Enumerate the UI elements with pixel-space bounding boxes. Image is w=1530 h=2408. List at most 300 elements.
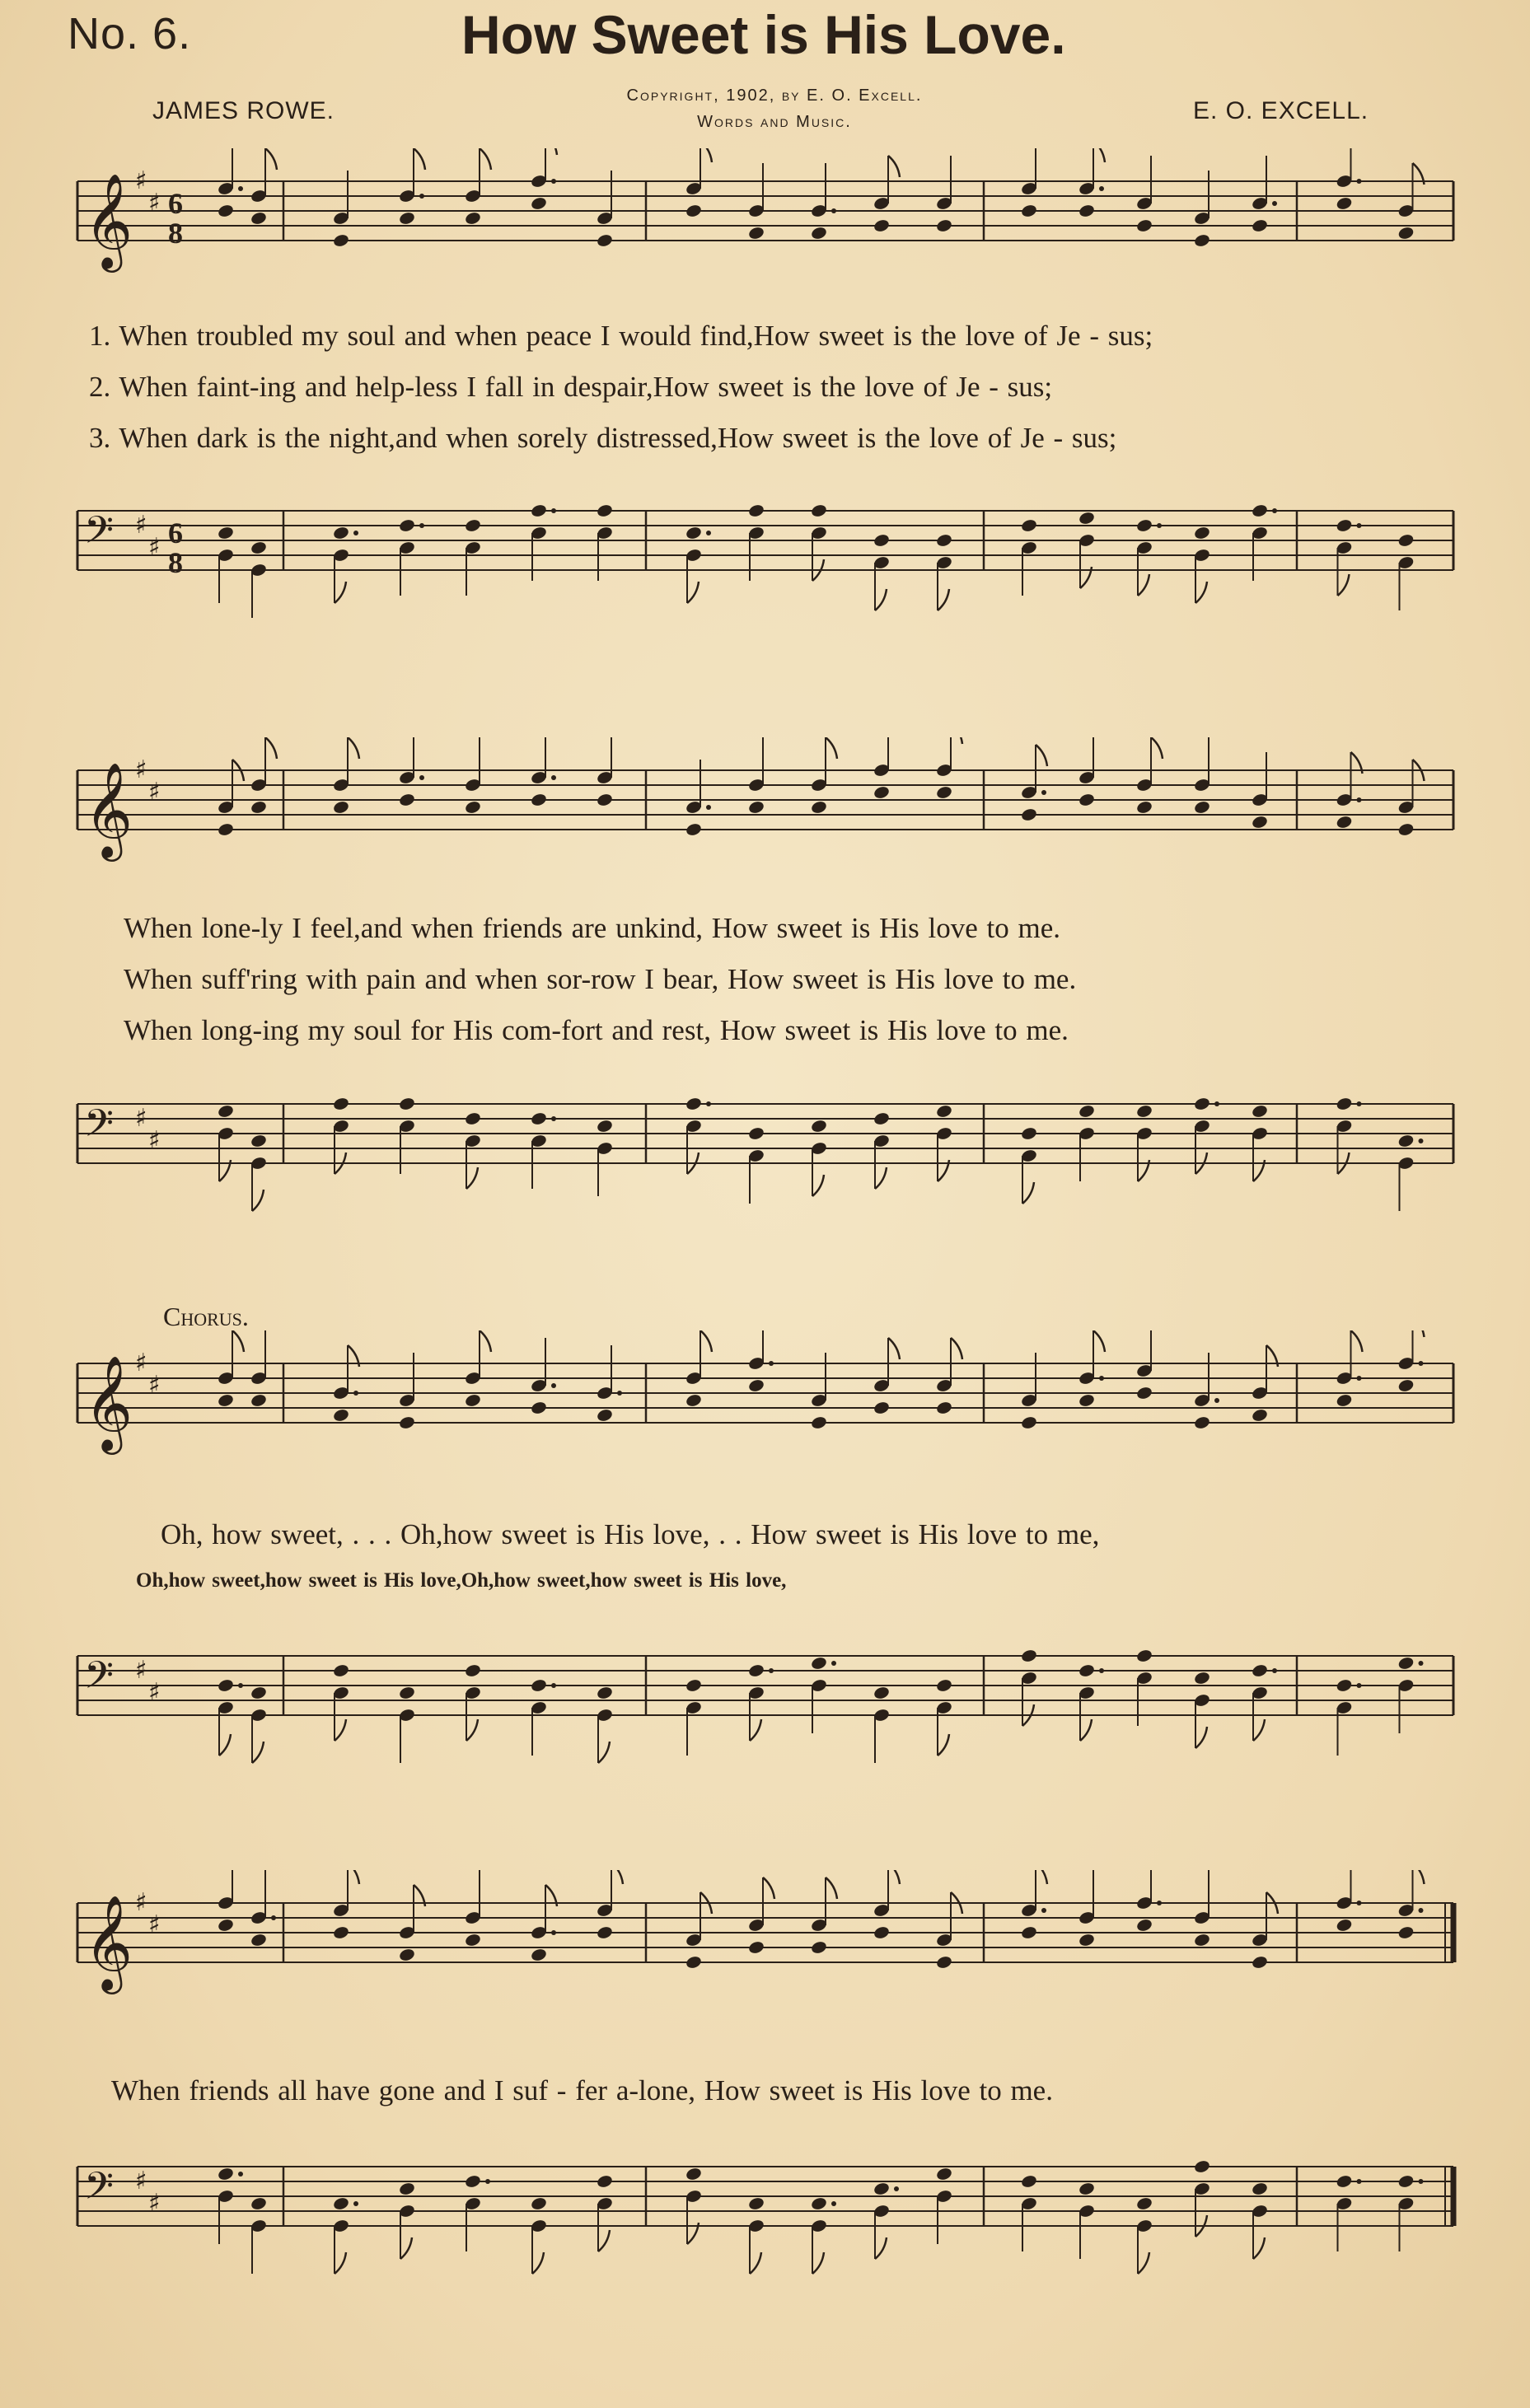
note-head — [1397, 1656, 1415, 1671]
note-flag — [826, 1877, 837, 1899]
bass-staff — [69, 2134, 1462, 2315]
note-head — [685, 1096, 702, 1111]
note-flag — [265, 737, 277, 759]
music-system-4 — [69, 1870, 1462, 2035]
note-flag — [1195, 582, 1207, 603]
note-head — [873, 785, 890, 800]
sharp-icon: ♯ — [148, 1126, 161, 1155]
note-head — [1020, 203, 1037, 218]
note-head — [1251, 218, 1268, 233]
note-head — [1078, 2181, 1095, 2196]
note-head — [596, 1925, 613, 1940]
note-head — [217, 203, 234, 218]
note-head — [747, 1378, 765, 1393]
chorus-line-1: Oh, how sweet, . . . Oh,how sweet is His love, . . How sweet is His love to me, — [161, 1518, 1100, 1550]
note-head — [1193, 1933, 1210, 1947]
note-flag — [1093, 1330, 1105, 1352]
note-dot — [1419, 1361, 1424, 1366]
note-head — [217, 1393, 234, 1408]
treble-staff — [69, 148, 1462, 313]
note-flag — [219, 1734, 231, 1756]
note-head — [935, 2167, 952, 2181]
note-dot — [1419, 1139, 1424, 1143]
bass-clef-icon: 𝄢 — [84, 1653, 115, 1707]
note-flag — [335, 1719, 346, 1741]
note-head — [1135, 2196, 1153, 2211]
note-head — [1251, 1408, 1268, 1423]
treble-clef-icon: 𝄞 — [84, 1894, 133, 1990]
note-head — [250, 1686, 267, 1700]
verse-2-line-2: When suff'ring with pain and when sor-row I bear, How sweet is His love to me. — [124, 963, 1077, 995]
note-flag — [532, 2252, 544, 2274]
note-head — [596, 793, 613, 807]
sharp-icon: ♯ — [148, 778, 161, 807]
note-head — [332, 1663, 349, 1678]
time-signature-bottom: 8 — [168, 216, 183, 250]
note-head — [810, 1119, 827, 1134]
note-head — [810, 800, 827, 815]
chorus-label: Chorus. — [163, 1302, 249, 1331]
note-head — [873, 1925, 890, 1940]
note-dot — [353, 531, 358, 535]
note-head — [1020, 807, 1037, 822]
note-head — [747, 1940, 765, 1955]
note-flag — [888, 1338, 900, 1359]
note-head — [1078, 1104, 1095, 1119]
note-head — [1020, 518, 1037, 533]
music-system-3 — [69, 1330, 1462, 1495]
note-dot — [1357, 179, 1362, 184]
note-head — [685, 2167, 702, 2181]
note-head — [1397, 1378, 1415, 1393]
note-dot — [1041, 790, 1046, 795]
note-head — [1336, 1393, 1353, 1408]
note-flag — [611, 1870, 623, 1884]
sharp-icon: ♯ — [135, 1656, 147, 1685]
note-head — [1336, 518, 1353, 533]
note-flag — [938, 589, 949, 610]
note-dot — [1157, 523, 1162, 528]
verse-1-line-1: 1. When troubled my soul and when peace I would find,How sweet is the love of Je - sus; — [89, 320, 1153, 352]
note-head — [398, 2181, 415, 2196]
note-head — [464, 518, 481, 533]
note-dot — [1214, 1398, 1219, 1403]
note-dot — [238, 1683, 243, 1688]
note-head — [530, 1678, 547, 1693]
note-flag — [466, 1167, 478, 1189]
note-head — [464, 800, 481, 815]
note-flag — [1138, 574, 1149, 596]
note-head — [873, 1111, 890, 1126]
note-dot — [831, 1661, 836, 1666]
bass-clef-icon: 𝄢 — [84, 2164, 115, 2218]
note-head — [217, 1678, 234, 1693]
note-flag — [414, 148, 425, 170]
note-dot — [831, 2201, 836, 2206]
note-head — [1336, 2174, 1353, 2189]
note-head — [873, 1400, 890, 1415]
note-flag — [265, 148, 277, 170]
sharp-icon: ♯ — [148, 1371, 161, 1400]
note-head — [1336, 196, 1353, 211]
sharp-icon: ♯ — [148, 533, 161, 562]
note-head — [596, 2174, 613, 2189]
bass-clef-icon: 𝄢 — [84, 508, 115, 562]
note-head — [217, 2167, 234, 2181]
note-head — [398, 518, 415, 533]
sharp-icon: ♯ — [148, 189, 161, 217]
note-dot — [1419, 2179, 1424, 2184]
note-head — [685, 203, 702, 218]
copyright-notice — [581, 82, 968, 135]
note-dot — [769, 1361, 774, 1366]
note-flag — [1022, 1182, 1034, 1204]
music-system-1-bass — [69, 478, 1462, 659]
note-head — [747, 2196, 765, 2211]
note-head — [332, 800, 349, 815]
note-head — [935, 1678, 952, 1693]
note-dot — [1357, 1683, 1362, 1688]
note-head — [1078, 1663, 1095, 1678]
note-head — [464, 1111, 481, 1126]
note-head — [530, 1400, 547, 1415]
note-head — [873, 533, 890, 548]
note-head — [217, 1104, 234, 1119]
note-head — [873, 218, 890, 233]
note-head — [1251, 503, 1268, 518]
note-head — [935, 218, 952, 233]
note-dot — [419, 194, 424, 199]
bass-clef-icon: 𝄢 — [84, 1101, 115, 1155]
note-head — [1135, 1386, 1153, 1400]
note-dot — [353, 2201, 358, 2206]
note-head — [935, 533, 952, 548]
sharp-icon: ♯ — [135, 1104, 147, 1133]
note-head — [530, 196, 547, 211]
note-flag — [1036, 745, 1047, 766]
note-flag — [875, 1167, 887, 1189]
note-flag — [1413, 1870, 1425, 1884]
note-head — [747, 1126, 765, 1141]
note-head — [1078, 793, 1095, 807]
lyricist-credit: JAMES ROWE. — [152, 97, 335, 124]
note-head — [250, 2196, 267, 2211]
note-dot — [551, 1930, 556, 1935]
note-head — [1020, 1415, 1037, 1430]
note-head — [810, 1940, 827, 1955]
bass-staff — [69, 478, 1462, 659]
note-flag — [700, 1330, 712, 1352]
note-dot — [1419, 1908, 1424, 1913]
note-head — [810, 1415, 827, 1430]
note-head — [464, 1393, 481, 1408]
bass-staff — [69, 1071, 1462, 1252]
note-head — [250, 1134, 267, 1148]
note-head — [747, 226, 765, 241]
note-head — [596, 1686, 613, 1700]
note-head — [1078, 1393, 1095, 1408]
note-flag — [545, 148, 557, 155]
note-flag — [400, 2237, 412, 2259]
note-dot — [485, 2179, 490, 2184]
note-head — [332, 233, 349, 248]
note-dot — [1272, 1668, 1277, 1673]
note-head — [464, 1663, 481, 1678]
note-head — [935, 1400, 952, 1415]
note-flag — [951, 737, 962, 744]
note-flag — [812, 1175, 824, 1196]
note-flag — [687, 582, 699, 603]
note-dot — [1041, 1908, 1046, 1913]
note-head — [398, 211, 415, 226]
sharp-icon: ♯ — [135, 755, 147, 784]
treble-staff — [69, 1330, 1462, 1495]
chorus-echo-line: Oh,how sweet,how sweet is His love,Oh,how sweet,how sweet is His love, — [136, 1569, 787, 1592]
note-head — [332, 1925, 349, 1940]
note-head — [1193, 1671, 1210, 1686]
credits-note: Words and Music. — [697, 113, 852, 131]
note-head — [1020, 1648, 1037, 1663]
note-flag — [480, 148, 491, 170]
note-head — [935, 1955, 952, 1970]
treble-clef-icon: 𝄞 — [84, 761, 133, 858]
note-head — [596, 1119, 613, 1134]
note-head — [810, 226, 827, 241]
note-head — [1336, 1096, 1353, 1111]
note-head — [332, 2196, 349, 2211]
note-flag — [1195, 1727, 1207, 1748]
sharp-icon: ♯ — [135, 2167, 147, 2195]
verse-3-line-1: 3. When dark is the night,and when sorely distressed,How sweet is the love of Je - sus; — [89, 422, 1117, 454]
note-head — [1251, 2181, 1268, 2196]
note-dot — [617, 1391, 622, 1396]
note-head — [1135, 800, 1153, 815]
note-flag — [1093, 148, 1105, 162]
note-flag — [938, 1734, 949, 1756]
note-head — [1078, 511, 1095, 526]
note-dot — [831, 208, 836, 213]
note-flag — [888, 156, 900, 177]
note-head — [217, 822, 234, 837]
note-dot — [1214, 1101, 1219, 1106]
note-head — [1135, 1918, 1153, 1933]
note-flag — [598, 1742, 610, 1763]
note-head — [530, 1111, 547, 1126]
note-dot — [551, 179, 556, 184]
music-system-4-bass — [69, 2134, 1462, 2315]
note-head — [217, 1918, 234, 1933]
note-head — [1397, 2174, 1415, 2189]
note-head — [810, 503, 827, 518]
note-dot — [551, 1383, 556, 1388]
music-system-2 — [69, 737, 1462, 902]
note-head — [1135, 1104, 1153, 1119]
note-dot — [706, 805, 711, 810]
verse-1-line-2: When lone-ly I feel,and when friends are unkind, How sweet is His love to me. — [124, 912, 1060, 944]
note-head — [685, 1393, 702, 1408]
note-head — [530, 793, 547, 807]
note-head — [250, 1393, 267, 1408]
note-head — [398, 1686, 415, 1700]
note-dot — [238, 186, 243, 191]
note-head — [530, 503, 547, 518]
note-flag — [951, 1338, 962, 1359]
note-flag — [1036, 1870, 1047, 1884]
note-head — [250, 540, 267, 555]
note-head — [1020, 2174, 1037, 2189]
note-head — [1193, 1096, 1210, 1111]
note-head — [1251, 1663, 1268, 1678]
note-dot — [706, 1101, 711, 1106]
note-head — [685, 526, 702, 540]
note-dot — [1419, 1661, 1424, 1666]
note-head — [685, 1678, 702, 1693]
note-head — [935, 1104, 952, 1119]
note-dot — [551, 508, 556, 513]
note-head — [1193, 233, 1210, 248]
note-flag — [1253, 1719, 1265, 1741]
note-dot — [551, 1116, 556, 1121]
time-signature-top: 6 — [168, 516, 183, 549]
note-head — [1397, 1134, 1415, 1148]
note-head — [596, 503, 613, 518]
note-head — [530, 2196, 547, 2211]
note-dot — [1357, 523, 1362, 528]
sharp-icon: ♯ — [135, 1888, 147, 1917]
note-head — [1135, 218, 1153, 233]
note-dot — [1357, 797, 1362, 802]
note-head — [332, 1096, 349, 1111]
note-flag — [1151, 737, 1163, 759]
sharp-icon: ♯ — [135, 1349, 147, 1377]
note-head — [1336, 1918, 1353, 1933]
note-dot — [1272, 508, 1277, 513]
note-head — [596, 233, 613, 248]
note-flag — [252, 1190, 264, 1211]
note-flag — [348, 737, 359, 759]
note-head — [685, 1955, 702, 1970]
note-flag — [700, 148, 712, 162]
note-head — [596, 1408, 613, 1423]
note-dot — [419, 523, 424, 528]
note-flag — [335, 582, 346, 603]
sharp-icon: ♯ — [148, 1910, 161, 1939]
note-dot — [551, 775, 556, 780]
note-dot — [1157, 1901, 1162, 1905]
note-flag — [1338, 574, 1350, 596]
note-head — [1020, 1925, 1037, 1940]
music-system-3-bass — [69, 1623, 1462, 1804]
note-head — [685, 822, 702, 837]
note-head — [747, 800, 765, 815]
verse-3-line-2: When long-ing my soul for His com-fort and rest, How sweet is His love to me. — [124, 1014, 1069, 1046]
treble-staff — [69, 737, 1462, 902]
sharp-icon: ♯ — [135, 166, 147, 195]
note-flag — [348, 1870, 359, 1884]
note-head — [747, 1663, 765, 1678]
note-dot — [894, 2186, 899, 2191]
note-flag — [763, 1877, 774, 1899]
note-head — [1078, 1933, 1095, 1947]
hymn-number: No. 6. — [68, 9, 192, 58]
note-dot — [1099, 1376, 1104, 1381]
note-flag — [1138, 2252, 1149, 2274]
composer-credit: E. O. EXCELL. — [1193, 97, 1369, 124]
note-flag — [232, 1330, 244, 1352]
note-dot — [706, 531, 711, 535]
note-head — [1193, 526, 1210, 540]
note-flag — [480, 1330, 491, 1352]
note-head — [332, 526, 349, 540]
copyright-line: Copyright, 1902, by E. O. Excell. — [626, 87, 923, 105]
note-flag — [875, 2237, 887, 2259]
note-head — [464, 2174, 481, 2189]
note-head — [1336, 815, 1353, 830]
note-dot — [1099, 1668, 1104, 1673]
note-flag — [875, 589, 887, 610]
note-flag — [598, 2230, 610, 2251]
note-head — [935, 785, 952, 800]
note-head — [1397, 226, 1415, 241]
note-flag — [812, 2252, 824, 2274]
note-flag — [750, 2252, 761, 2274]
note-head — [1397, 1925, 1415, 1940]
hymn-title: How Sweet is His Love. — [461, 4, 1066, 65]
verse-2-line-1: 2. When faint-ing and help-less I fall in despair,How sweet is the love of Je - sus; — [89, 371, 1053, 403]
note-head — [1078, 203, 1095, 218]
chorus-line-2: When friends all have gone and I suf - fer a-lone, How sweet is His love to me. — [111, 2074, 1053, 2106]
note-head — [464, 1933, 481, 1947]
note-head — [810, 1656, 827, 1671]
note-head — [250, 211, 267, 226]
note-head — [1135, 1648, 1153, 1663]
note-dot — [419, 775, 424, 780]
sharp-icon: ♯ — [148, 1678, 161, 1707]
note-head — [1251, 1104, 1268, 1119]
note-head — [250, 1933, 267, 1947]
time-signature-top: 6 — [168, 186, 183, 220]
note-dot — [271, 1915, 276, 1920]
note-flag — [826, 737, 837, 759]
note-head — [747, 503, 765, 518]
note-head — [1020, 1126, 1037, 1141]
note-head — [1193, 2159, 1210, 2174]
note-flag — [1253, 2237, 1265, 2259]
note-flag — [1351, 1330, 1363, 1352]
note-head — [1397, 822, 1415, 837]
note-dot — [353, 1391, 358, 1396]
note-head — [1251, 1955, 1268, 1970]
note-head — [1193, 800, 1210, 815]
note-head — [332, 1408, 349, 1423]
treble-staff — [69, 1870, 1462, 2035]
note-head — [1397, 533, 1415, 548]
note-head — [530, 1947, 547, 1962]
note-dot — [551, 1683, 556, 1688]
note-head — [217, 526, 234, 540]
note-head — [1336, 1678, 1353, 1693]
note-head — [810, 2196, 827, 2211]
note-head — [1251, 815, 1268, 830]
note-head — [398, 1947, 415, 1962]
note-flag — [335, 2252, 346, 2274]
note-flag — [888, 1870, 900, 1884]
note-flag — [750, 1719, 761, 1741]
note-head — [1135, 518, 1153, 533]
bass-staff — [69, 1623, 1462, 1804]
note-dot — [1357, 1101, 1362, 1106]
note-dot — [1272, 201, 1277, 206]
